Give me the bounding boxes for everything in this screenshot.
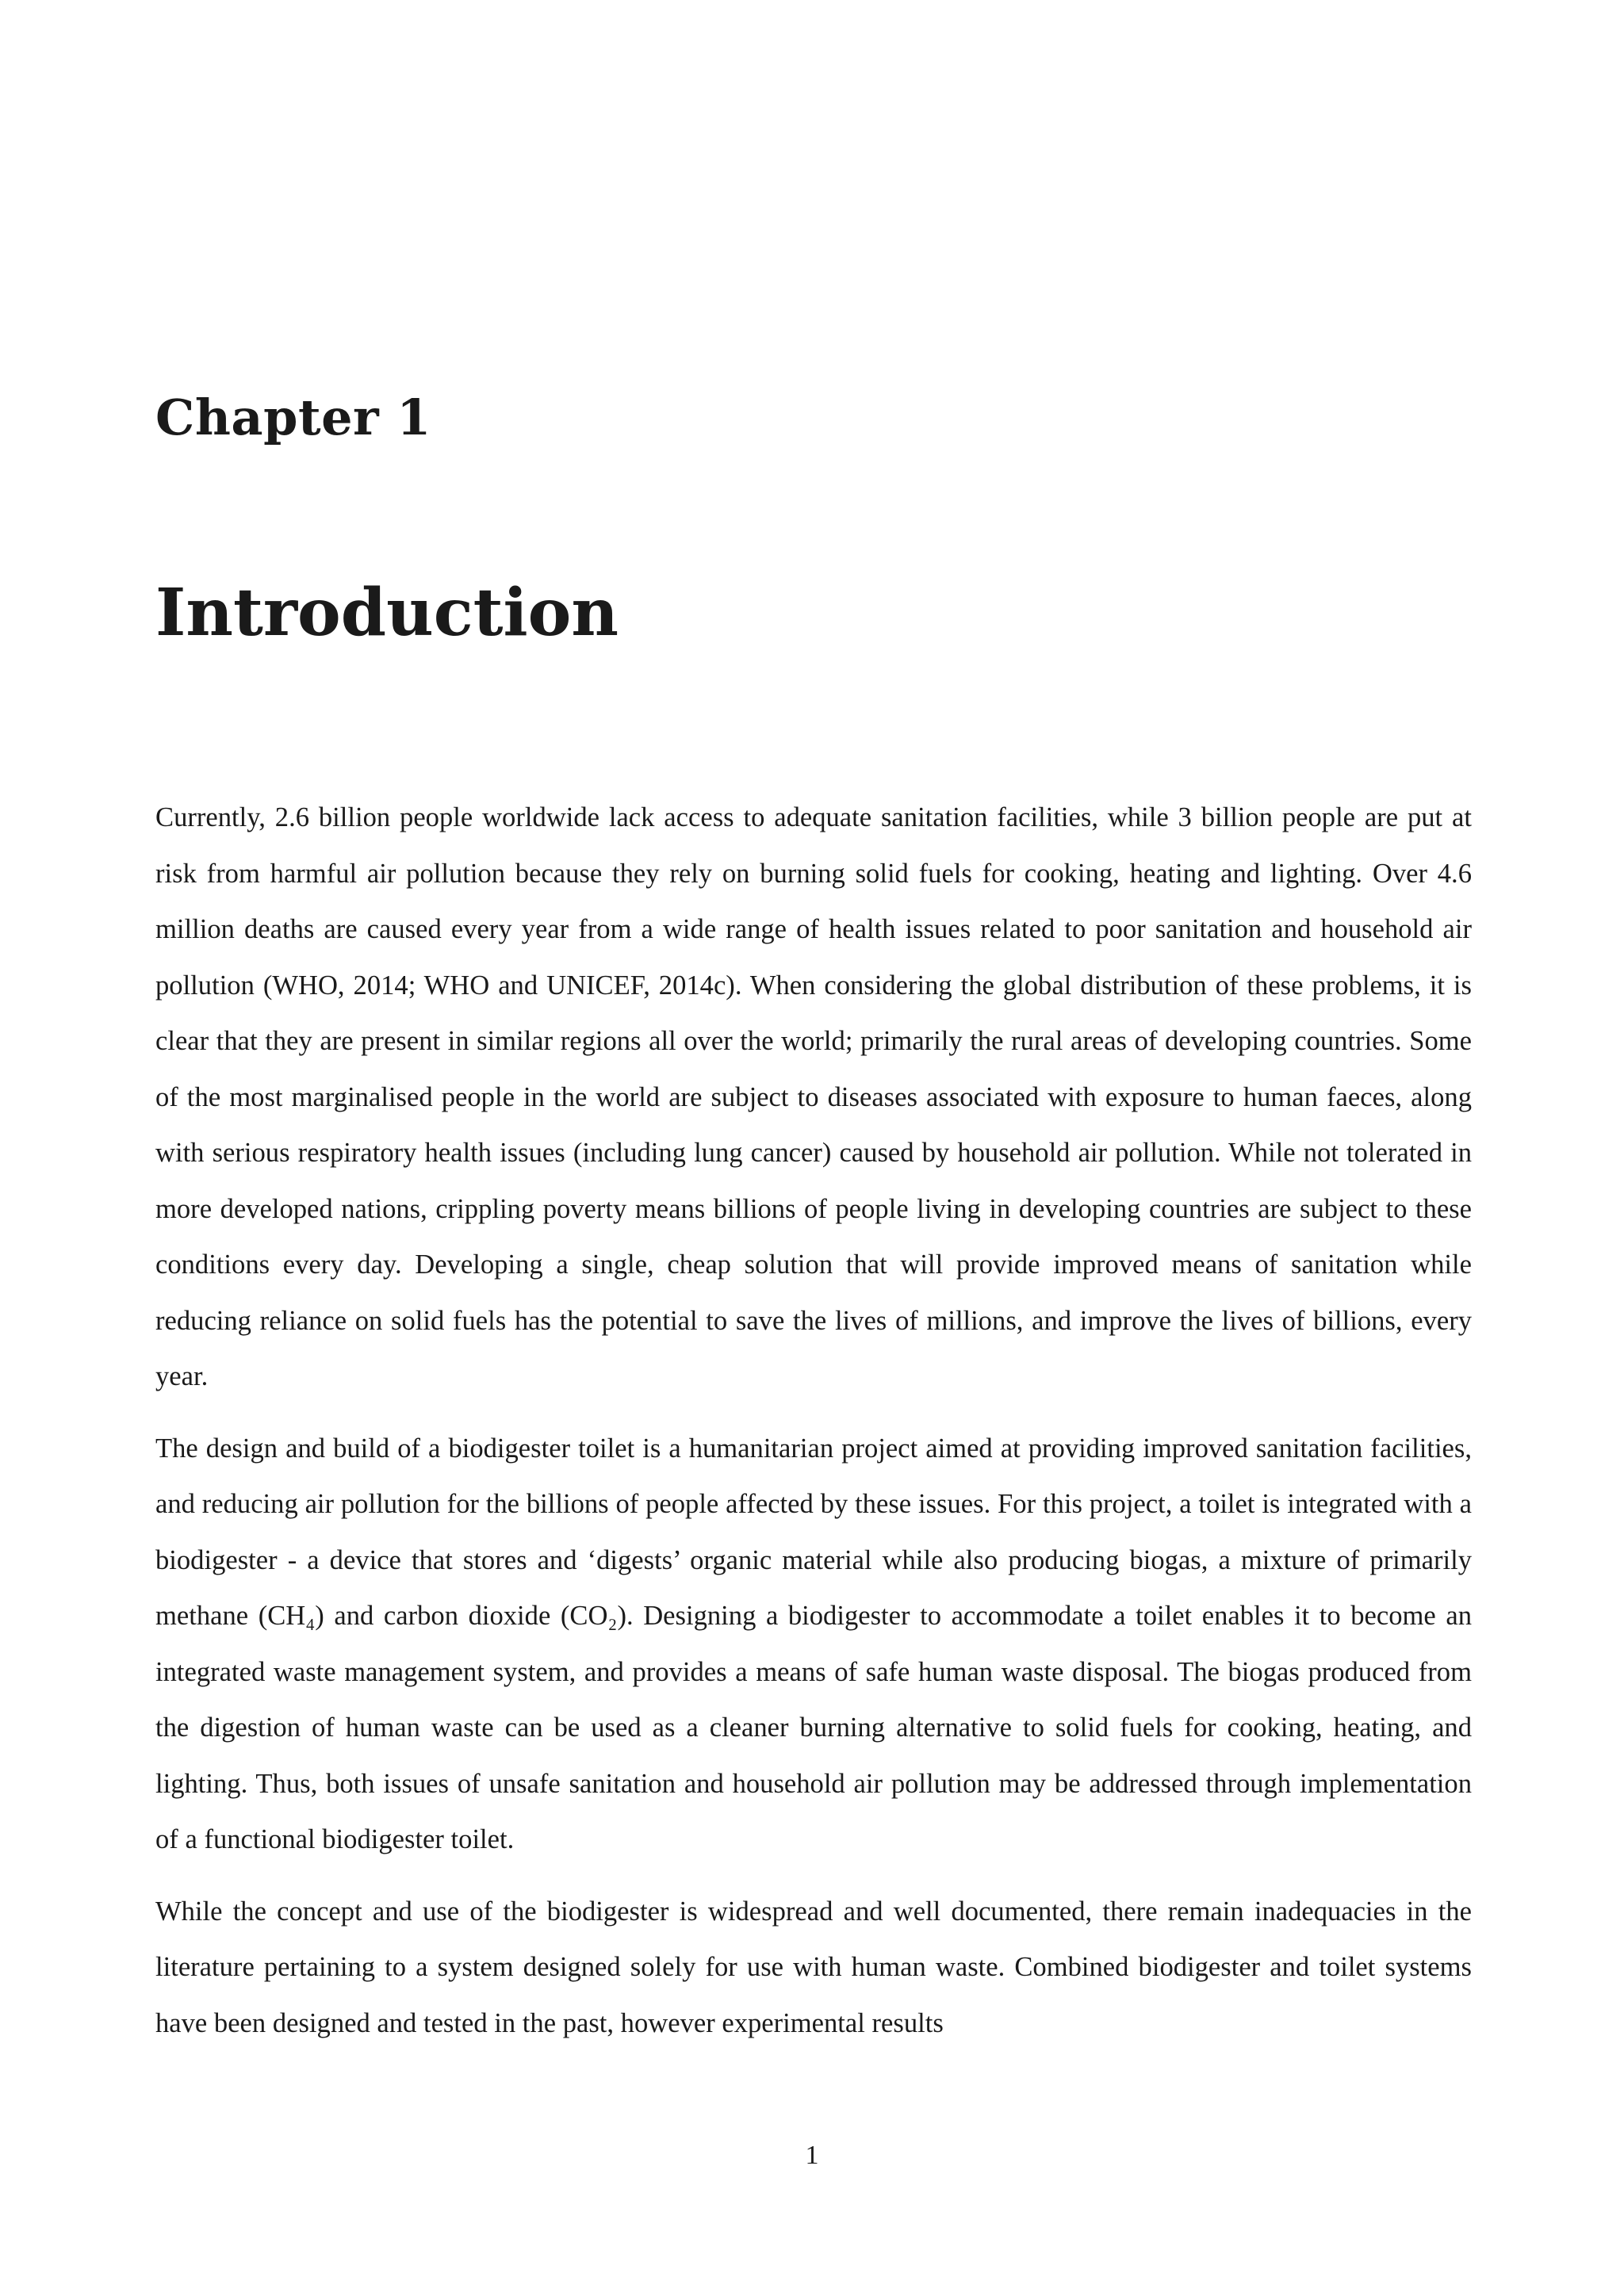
body-text — [155, 790, 1472, 2067]
paragraph: The design and build of a biodigester toilet is a humanitarian project aimed at providing improved sanitation facilities, and reducing air pollution for the billions of people affected by these issues. For this project, a toilet is integrated with a biodigester - a device that stores and ‘digests’ organic material while also producing biogas, a mixture of primarily methane (CH₄) and carbon dioxide (CO₂). Designing a biodigester to accommodate a toilet enables it to become an integrated waste management system, and provides a means of safe human waste disposal. The biogas produced from the digestion of human waste can be used as a cleaner burning alternative to solid fuels for cooking, heating, and lighting. Thus, both issues of unsafe sanitation and household air pollution may be addressed through implementation of a functional biodigester toilet. — [155, 1433, 1472, 1854]
paragraph: While the concept and use of the biodigester is widespread and well documented, there remain inadequacies in the literature pertaining to a system designed solely for use with human waste. Combined biodigester and toilet systems have been designed and tested in the past, however experimental results — [155, 1896, 1472, 2038]
page-number: 1 — [805, 2141, 819, 2170]
chapter-title: Introduction — [155, 575, 619, 651]
paragraph: Currently, 2.6 billion people worldwide lack access to adequate sanitation facilities, while 3 billion people are put at risk from harmful air pollution because they rely on burning solid fuels for cooking, heating and lighting. Over 4.6 million deaths are caused every year from a wide range of health issues related to poor sanitation and household air pollution (WHO, 2014; WHO and UNICEF, 2014c). When considering the global distribution of these problems, it is clear that they are present in similar regions all over the world; primarily the rural areas of developing countries. Some of the most marginalised people in the world are subject to diseases associated with exposure to human faeces, along with serious respiratory health issues (including lung cancer) caused by household air pollution. While not tolerated in more developed nations, crippling poverty means billions of people living in developing countries are subject to these conditions every day. Developing a single, cheap solution that will provide improved means of sanitation while reducing reliance on solid fuels has the potential to save the lives of millions, and improve the lives of billions, every year. — [155, 802, 1472, 1391]
chapter-label: Chapter 1 — [155, 388, 431, 446]
